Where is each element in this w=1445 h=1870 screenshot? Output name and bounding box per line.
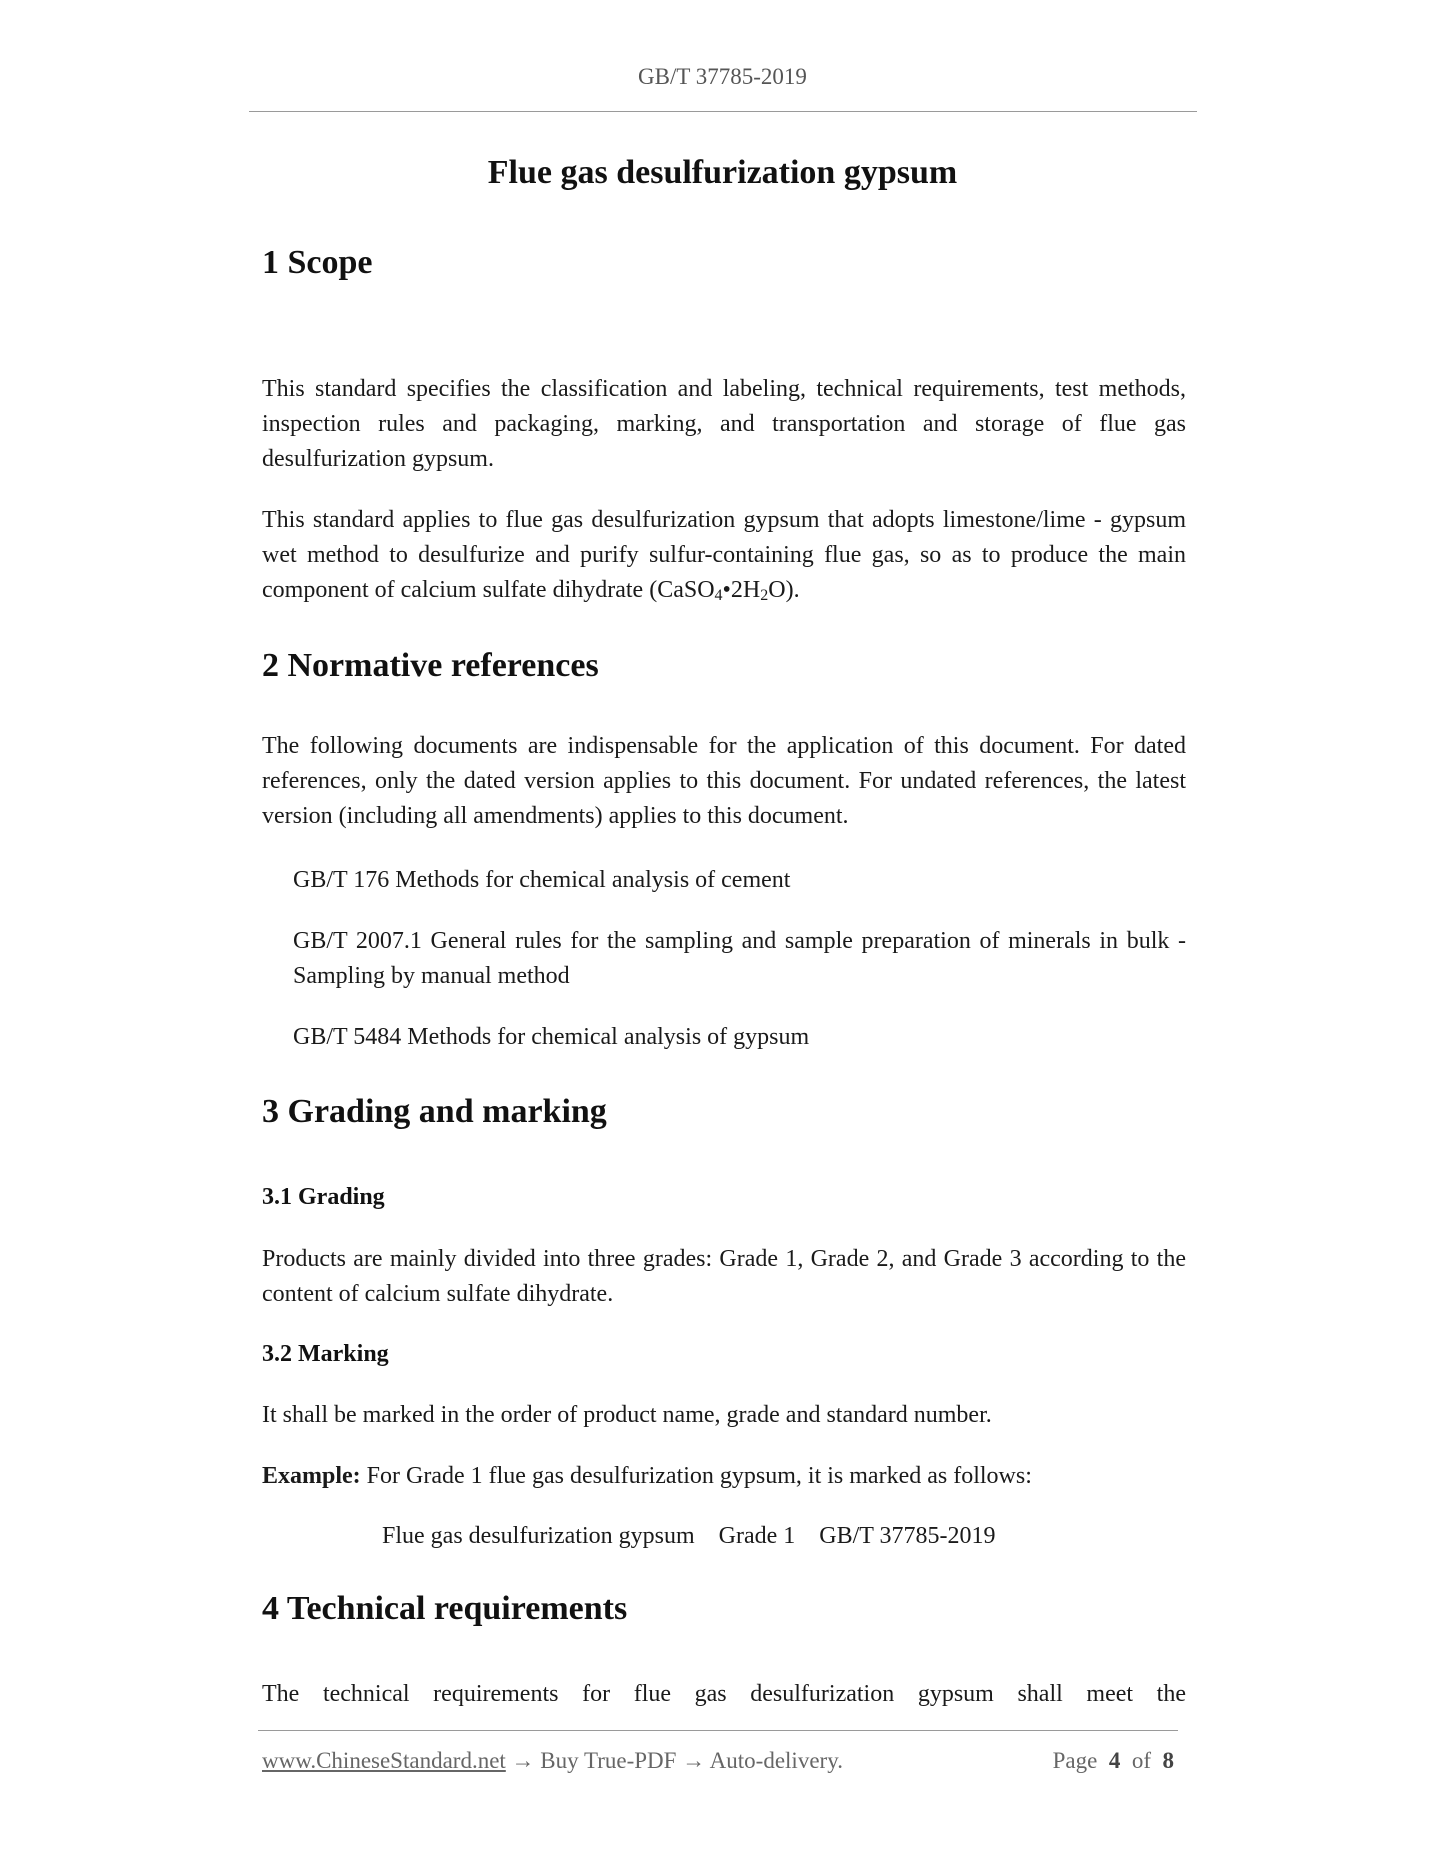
document-title: Flue gas desulfurization gypsum [487, 154, 958, 191]
section-2-heading: 2 Normative references [262, 647, 599, 684]
header-standard-code: GB/T 37785-2019 [638, 64, 807, 89]
arrow-1: → [505, 1748, 541, 1773]
subsection-3-2-heading: 3.2 Marking [262, 1341, 389, 1367]
reference-item: GB/T 176 Methods for chemical analysis of cement [293, 867, 791, 893]
section-3-heading: 3 Grading and marking [262, 1093, 607, 1130]
page-of: of [1131, 1748, 1151, 1773]
example-text: For Grade 1 flue gas desulfurization gypsum, it is marked as follows: [360, 1463, 1032, 1489]
page-label: Page [1052, 1748, 1098, 1773]
scope-paragraph-2-text: This standard applies to flue gas desulfurization gypsum that adopts limestone/lime - gypsum wet method to desulfurize and purify sulfur-containing flue gas, so as to produce the main component of calcium sulfate dihydrate (CaSO [262, 507, 1186, 603]
marking-paragraph: It shall be marked in the order of product name, grade and standard number. [262, 1402, 992, 1428]
formula-middle: •2H [722, 577, 761, 603]
header-divider [249, 111, 1197, 112]
subsection-3-1-heading: 3.1 Grading [262, 1184, 385, 1210]
normative-paragraph: The following documents are indispensable for the application of this document. For dated references, only the dated version applies to this document. For undated references, the latest version (including all amendments) applies to this document. [262, 733, 1186, 829]
buy-pdf-text: Buy True-PDF [540, 1748, 677, 1773]
page-number [1053, 1748, 1174, 1774]
page-total: 8 [1162, 1748, 1174, 1773]
scope-paragraph-1: This standard specifies the classification and labeling, technical requirements, test methods, inspection rules and packaging, marking, and transportation and storage of flue gas desulfurization gypsum. [262, 376, 1186, 472]
formula-subscript-4: 4 [714, 587, 723, 604]
auto-delivery-text: Auto-delivery. [709, 1748, 843, 1773]
example-paragraph [262, 1459, 1186, 1494]
arrow-2: → [676, 1748, 710, 1773]
reference-item: GB/T 5484 Methods for chemical analysis of gypsum [293, 1024, 810, 1050]
formula-end: O). [768, 577, 800, 603]
example-label: Example: [262, 1463, 361, 1489]
page-current: 4 [1108, 1748, 1121, 1773]
site-link[interactable]: www.ChineseStandard.net [262, 1748, 506, 1773]
formula-subscript-2: 2 [760, 587, 769, 604]
grading-paragraph: Products are mainly divided into three grades: Grade 1, Grade 2, and Grade 3 according to the content of calcium sulfate dihydrate. [262, 1246, 1186, 1307]
example-marking: Flue gas desulfurization gypsum Grade 1 GB/T 37785-2019 [382, 1523, 996, 1549]
footer-divider [258, 1730, 1178, 1731]
footer-promo [262, 1748, 843, 1774]
section-1-heading: 1 Scope [262, 244, 373, 281]
technical-paragraph: The technical requirements for flue gas desulfurization gypsum shall meet the [262, 1681, 1186, 1707]
reference-item: GB/T 2007.1 General rules for the sampling and sample preparation of minerals in bulk - Sampling by manual method [293, 928, 1186, 989]
scope-paragraph-2 [262, 503, 1186, 608]
section-4-heading: 4 Technical requirements [262, 1590, 628, 1627]
